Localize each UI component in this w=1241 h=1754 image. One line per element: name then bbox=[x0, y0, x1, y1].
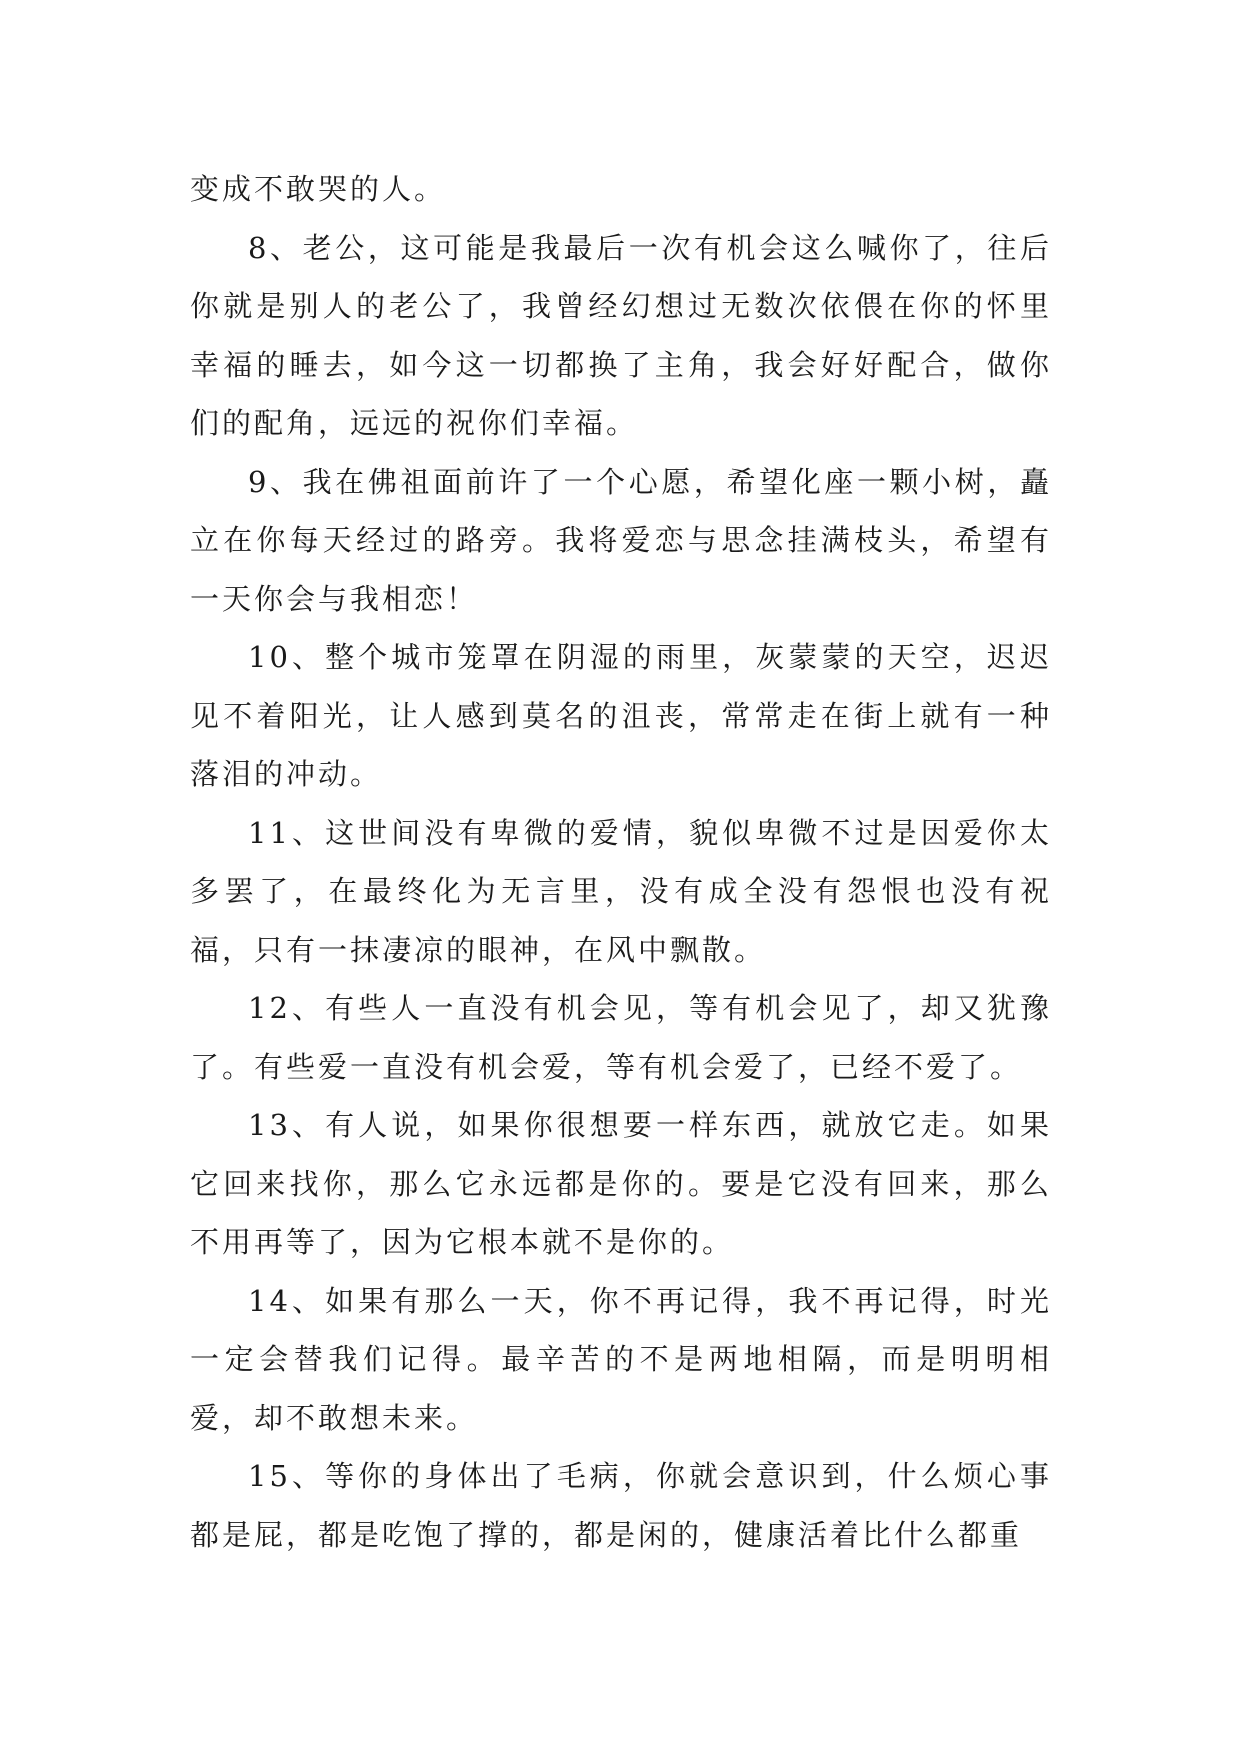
paragraph-11: 11、这世间没有卑微的爱情，貌似卑微不过是因爱你太多罢了，在最终化为无言里，没有成全没有怨恨也没有祝福，只有一抹凄凉的眼神，在风中飘散。 bbox=[190, 815, 1052, 967]
document-body bbox=[190, 160, 1052, 1564]
paragraph-15: 15、等你的身体出了毛病，你就会意识到，什么烦心事都是屁，都是吃饱了撑的，都是闲的，健康活着比什么都重 bbox=[190, 1459, 1052, 1552]
paragraph-8: 8、老公，这可能是我最后一次有机会这么喊你了，往后你就是别人的老公了，我曾经幻想过无数次依偎在你的怀里幸福的睡去，如今这一切都换了主角，我会好好配合，做你们的配角，远远的祝你们幸福。 bbox=[190, 230, 1052, 440]
paragraph-9: 9、我在佛祖面前许了一个心愿，希望化座一颗小树，矗立在你每天经过的路旁。我将爱恋与思念挂满枝头，希望有一天你会与我相恋！ bbox=[190, 464, 1052, 616]
paragraph-14: 14、如果有那么一天，你不再记得，我不再记得，时光一定会替我们记得。最辛苦的不是两地相隔，而是明明相爱，却不敢想未来。 bbox=[190, 1283, 1052, 1435]
paragraph-13: 13、有人说，如果你很想要一样东西，就放它走。如果它回来找你，那么它永远都是你的。要是它没有回来，那么不用再等了，因为它根本就不是你的。 bbox=[190, 1108, 1052, 1259]
paragraph-10: 10、整个城市笼罩在阴湿的雨里，灰蒙蒙的天空，迟迟见不着阳光，让人感到莫名的沮丧，常常走在街上就有一种落泪的冲动。 bbox=[190, 640, 1052, 791]
paragraph-continuation: 变成不敢哭的人。 bbox=[190, 172, 447, 206]
paragraph-12: 12、有些人一直没有机会见，等有机会见了，却又犹豫了。有些爱一直没有机会爱，等有机会爱了，已经不爱了。 bbox=[190, 991, 1052, 1084]
